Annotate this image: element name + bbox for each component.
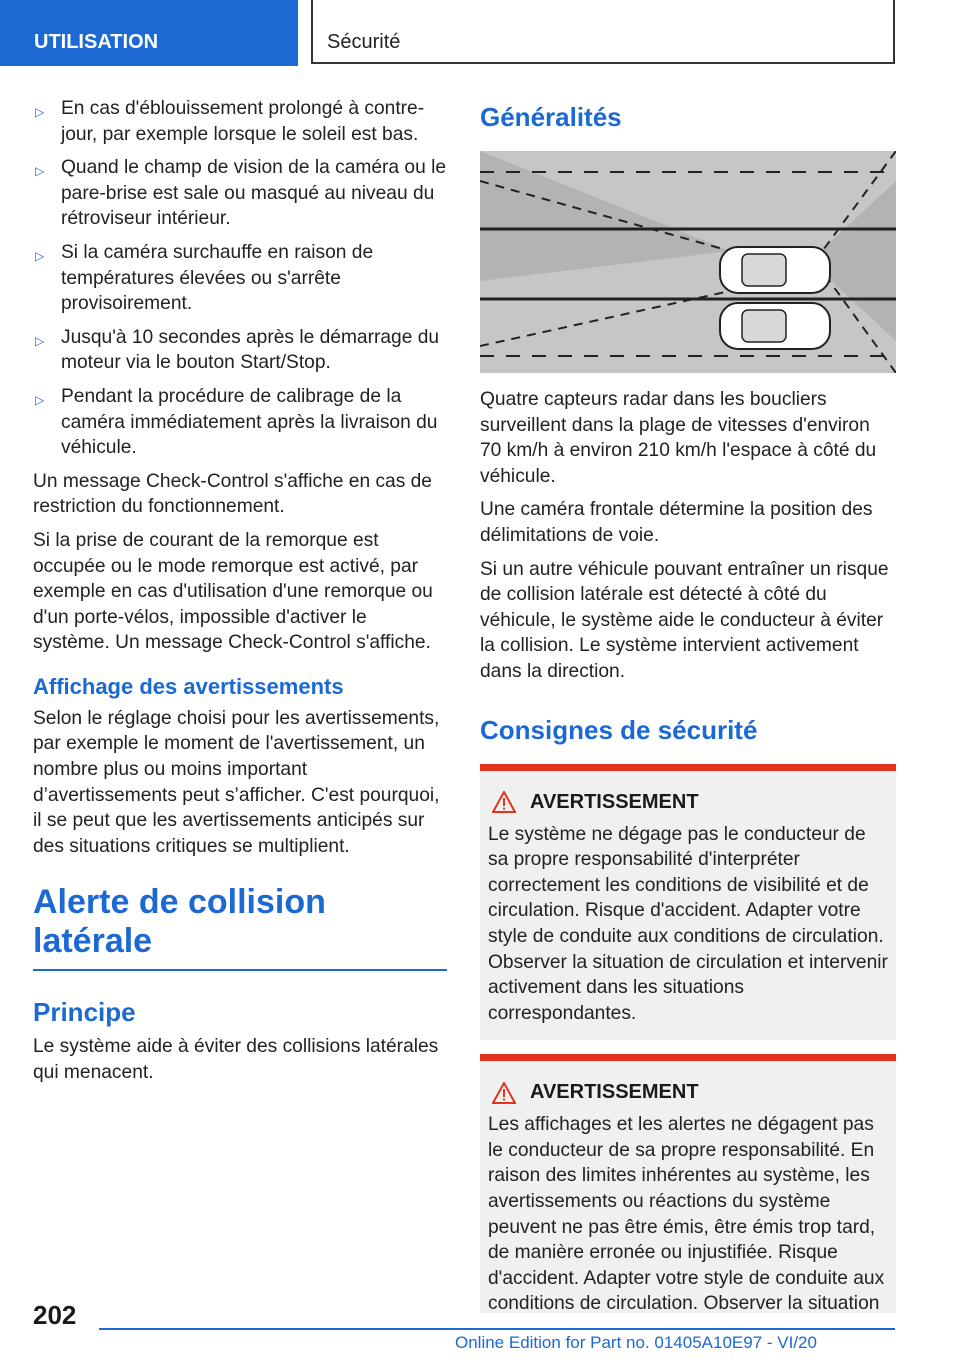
triangle-bullet-icon: ▷ [35, 392, 45, 407]
list-item: ▷ Pendant la procédure de calibrage de la caméra immédiatement après la livraison du véhicule. [35, 385, 438, 459]
triangle-bullet-icon: ▷ [35, 333, 45, 348]
warning-title: AVERTISSEMENT [530, 790, 699, 813]
section-heading-generalites: Généralités [480, 102, 622, 132]
radar-diagram-image [480, 151, 896, 373]
warning-triangle-icon [492, 1082, 516, 1104]
list-item: ▷ Si la caméra surchauffe en raison de températures élevées ou s'arrête provisoirement. [35, 241, 374, 315]
paragraph: Un message Check-Control s'affiche en cas de restriction du fonctionnement. [33, 470, 432, 518]
triangle-bullet-icon: ▷ [35, 105, 45, 119]
paragraph: Selon le réglage choisi pour les avertissements, par exemple le moment de l'avertissement, un nombre plus ou moins important d’avertissements peut s’afficher. C'est pourquoi, il se peut que les avertissements anticipés sur des situations critiques se multiplient. [33, 707, 440, 857]
paragraph: Une caméra frontale détermine la position des délimitations de voie. [480, 499, 873, 546]
list-item: ▷ En cas d'éblouissement prolongé à contre-jour, par exemple lorsque le soleil est bas. [35, 98, 425, 145]
section-heading-principe: Principe [33, 997, 136, 1028]
list-item: ▷ Jusqu'à 10 secondes après le démarrage du moteur via le bouton Start/Stop. [35, 326, 440, 374]
subheading-affichage: Affichage des avertissements [33, 673, 344, 699]
paragraph: Si la prise de courant de la remorque est occupée ou le mode remorque est activé, par exemple en cas d'utilisation d'une remorque ou d'un porte-vélos, impossible d'activer le système. Un message Check-Control s'affiche. [33, 529, 433, 654]
warning-text: Les affichages et les alertes ne dégagent pas le conducteur de sa propre responsabilité. En raison des limites inhérentes au système, les avertissements ou réactions du système peuvent ne pas être émis, être émis trop tard, de manière erronée ou injustifiée. Risque d'accident. Adapter votre style de conduite aux conditions de circulation. Observer la situation [488, 1114, 885, 1314]
footer-divider [99, 1328, 895, 1330]
right-column [480, 102, 896, 1313]
breadcrumb: Sécurité [311, 0, 895, 64]
paragraph: Si un autre véhicule pouvant entraîner un risque de collision latérale est détecté à côté du véhicule, le système aide le conducteur à éviter la collision. Le système intervient activement dans la direction. [480, 558, 889, 682]
section-heading-consignes: Consignes de sécurité [480, 714, 758, 745]
car-icon [720, 247, 830, 293]
paragraph: Quatre capteurs radar dans les boucliers surveillent dans la plage de vitesses d'environ 70 km/h à environ 210 km/h l'espace à côté du véhicule. [480, 389, 877, 487]
left-column [33, 96, 447, 1094]
warning-triangle-icon [492, 791, 516, 813]
top-bar [0, 0, 960, 66]
warning-box [480, 764, 896, 1041]
lane-diagram [480, 151, 896, 373]
triangle-bullet-icon: ▷ [35, 164, 45, 179]
paragraph: Le système aide à éviter des collisions latérales qui menacent. [33, 1036, 439, 1084]
car-icon [720, 303, 830, 349]
warning-box [480, 1054, 896, 1313]
page-number: 202 [33, 1300, 77, 1330]
chapter-title: Alerte de collision latérale [33, 883, 447, 971]
section-tab: UTILISATION [0, 0, 298, 66]
footer-edition: Online Edition for Part no. 01405A10E97 - VI/20 [455, 1333, 817, 1352]
warning-text: Le système ne dégage pas le conducteur de sa propre responsabilité d'interpréter correctement les conditions de visibilité et de circulation. Risque d'accident. Adapter votre style de conduite aux conditions de circulation. Observer la situation de circulation et intervenir activement dans les situations correspondantes. [488, 823, 888, 1024]
list-item: ▷ Quand le champ de vision de la caméra ou le pare-brise est sale ou masqué au niveau du rétroviseur intérieur. [35, 157, 447, 230]
warning-title: AVERTISSEMENT [530, 1081, 699, 1104]
bullet-list [33, 96, 447, 461]
triangle-bullet-icon: ▷ [35, 248, 45, 263]
